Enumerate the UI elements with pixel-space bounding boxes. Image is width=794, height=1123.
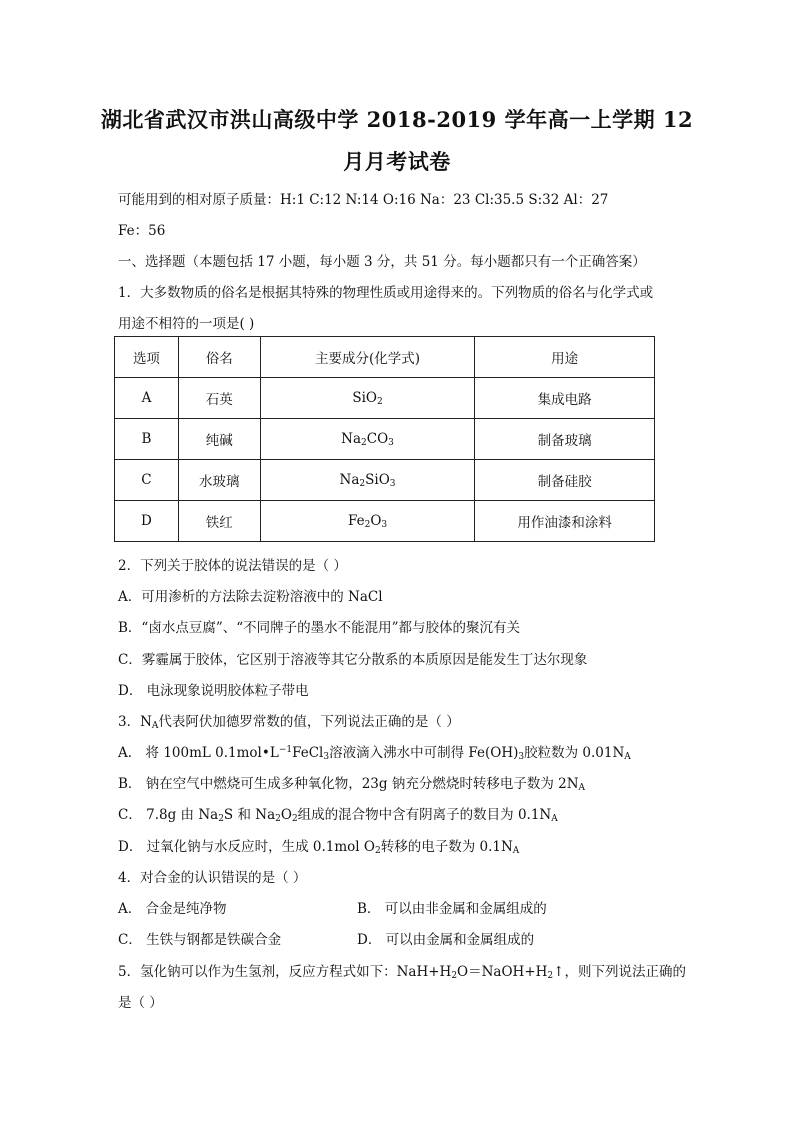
header-cell: 选项 xyxy=(115,337,179,378)
use-cell: 用作油漆和涂料 xyxy=(475,501,655,542)
q3-option-c: C． 7.8g 由 $Na_2S$ 和 $Na_2O_2$组成的混合物中含有阴离子的数目为 $0.1N_A$ xyxy=(118,807,558,824)
common-name-cell: 水玻璃 xyxy=(178,460,260,501)
common-name-cell: 铁红 xyxy=(178,501,260,542)
option-cell: D xyxy=(115,501,179,542)
q2-option-a: A．可用渗析的方法除去淀粉溶液中的 NaCl xyxy=(118,589,383,605)
q4-option-a: A． 合金是纯净物 xyxy=(118,901,227,917)
q3-option-a: A． 将 100mL $0.1mol•L^{-1}FeCl_3$溶液滴入沸水中可制得 $Fe(OH)_3$胶粒数为 $0.01N_A$ xyxy=(118,745,631,762)
q4-option-c: C． 生铁与钢都是铁碳合金 xyxy=(118,932,282,948)
atomic-masses-line-1: 可能用到的相对原子质量：H:1 C:12 N:14 O:16 Na：23 Cl:35.5 S:32 Al：27 xyxy=(118,192,609,208)
table-row xyxy=(115,419,655,460)
formula-cell: $Na_2CO_3$ xyxy=(260,419,475,460)
header-cell: 主要成分(化学式) xyxy=(260,337,475,378)
q4-option-d: D． 可以由金属和金属组成的 xyxy=(357,932,535,948)
q2-option-d: D． 电泳现象说明胶体粒子带电 xyxy=(118,683,309,699)
use-cell: 制备硅胶 xyxy=(475,460,655,501)
q1-stem-line-2: 用途不相符的一项是( ) xyxy=(118,316,255,332)
use-cell: 集成电路 xyxy=(475,378,655,419)
q2-option-b: B．“卤水点豆腐”、“不同牌子的墨水不能混用”都与胶体的聚沉有关 xyxy=(118,620,521,636)
q5-stem-line-2: 是（ ） xyxy=(118,995,163,1011)
exam-title-line-1: 湖北省武汉市洪山高级中学 2018-2019 学年高一上学期 12 xyxy=(100,107,694,132)
atomic-masses-line-2: Fe：56 xyxy=(118,223,166,239)
exam-title-line-2: 月月考试卷 xyxy=(343,149,451,174)
q4-stem: 4．对合金的认识错误的是（ ） xyxy=(118,870,307,886)
section-heading: 一、选择题（本题包括 17 小题，每小题 3 分，共 51 分。每小题都只有一个正确答案） xyxy=(118,254,646,270)
table-header-row xyxy=(115,337,655,378)
option-cell: C xyxy=(115,460,179,501)
table-row xyxy=(115,378,655,419)
q3-option-b: B． 钠在空气中燃烧可生成多种氧化物，23g 钠充分燃烧时转移电子数为 $2N_A$ xyxy=(118,776,586,793)
q5-stem-line-1: 5．氢化钠可以作为生氢剂，反应方程式如下：$NaH+H_2O=NaOH+H_2↑$，则下列说法正确的 xyxy=(118,964,686,981)
q4-option-b: B． 可以由非金属和金属组成的 xyxy=(357,901,547,917)
q2-option-c: C．雾霾属于胶体，它区别于溶液等其它分散系的本质原因是能发生丁达尔现象 xyxy=(118,652,588,668)
q2-stem: 2．下列关于胶体的说法错误的是（ ） xyxy=(118,558,347,574)
formula-cell: $Fe_2O_3$ xyxy=(260,501,475,542)
q3-stem: 3．$N_A$代表阿伏加德罗常数的值，下列说法正确的是（ ） xyxy=(118,714,460,731)
option-cell: A xyxy=(115,378,179,419)
header-cell: 用途 xyxy=(475,337,655,378)
q1-table xyxy=(114,336,655,542)
table-row xyxy=(115,501,655,542)
table-row xyxy=(115,460,655,501)
option-cell: B xyxy=(115,419,179,460)
header-cell: 俗名 xyxy=(178,337,260,378)
q3-option-d: D． 过氧化钠与水反应时，生成 0.1mol $O_2$转移的电子数为 $0.1N_A$ xyxy=(118,839,520,856)
formula-cell: $Na_2SiO_3$ xyxy=(260,460,475,501)
q1-stem-line-1: 1．大多数物质的俗名是根据其特殊的物理性质或用途得来的。下列物质的俗名与化学式或 xyxy=(118,285,654,301)
use-cell: 制备玻璃 xyxy=(475,419,655,460)
common-name-cell: 石英 xyxy=(178,378,260,419)
formula-cell: SiO$_2$ xyxy=(260,378,475,419)
common-name-cell: 纯碱 xyxy=(178,419,260,460)
